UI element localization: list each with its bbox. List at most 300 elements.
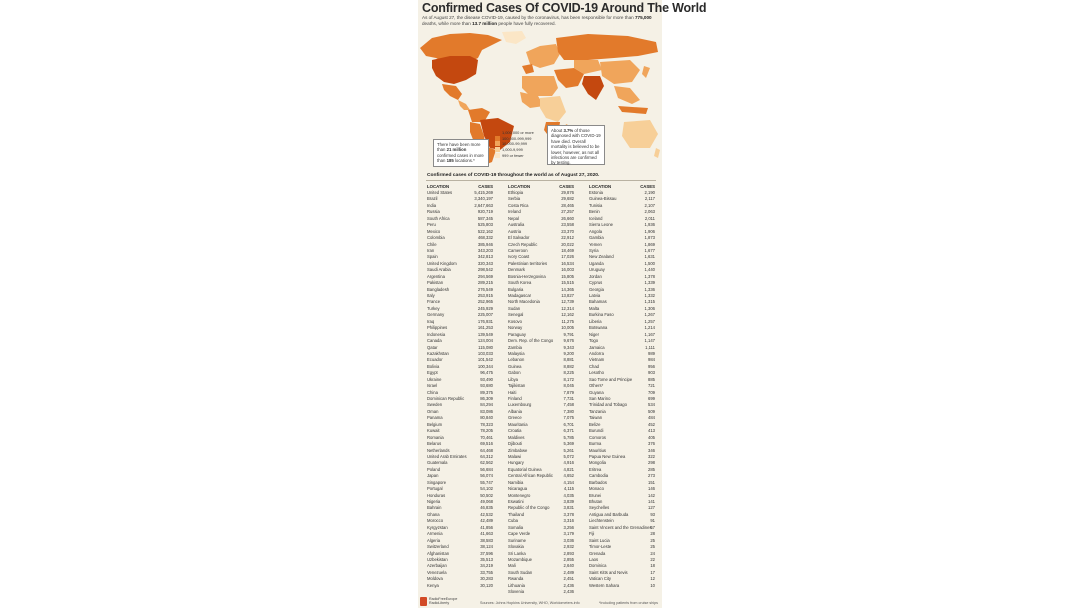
cases-cell: 1,873 (644, 235, 655, 241)
location-cell: Antigua and Barbuda (589, 511, 629, 517)
location-cell: Peru (427, 222, 436, 228)
location-cell: Malaysia (508, 350, 525, 356)
cases-cell: 101,542 (477, 357, 493, 363)
location-cell: Guinea-Bissau (589, 196, 617, 202)
location-cell: Sweden (427, 402, 443, 408)
cases-cell: 294,569 (477, 273, 493, 279)
location-cell: Venezuela (427, 569, 447, 575)
location-cell: Liberia (589, 318, 602, 324)
cases-cell: 103,033 (477, 350, 493, 356)
cases-cell: 385,946 (477, 241, 493, 247)
location-cell: Eswatini (508, 499, 524, 504)
cases-cell: 343,203 (477, 247, 493, 253)
cases-cell: 7,380 (563, 408, 574, 414)
cases-cell: 69,516 (480, 441, 493, 447)
cases-cell: 346 (648, 447, 655, 453)
cases-cell: 525,803 (477, 222, 493, 228)
cases-cell: 2,855 (563, 556, 574, 562)
cases-cell: 27,257 (561, 209, 574, 215)
cases-cell: 8,882 (563, 363, 574, 369)
location-cell: Belgium (427, 421, 443, 427)
cases-cell: 25 (650, 537, 655, 543)
location-cell: Fiji (589, 531, 595, 537)
location-cell: Finland (508, 396, 522, 401)
cases-cell: 4,652 (563, 473, 574, 479)
location-cell: Israel (427, 383, 438, 389)
location-cell: Egypt (427, 370, 438, 376)
cases-cell: 33,755 (480, 569, 493, 575)
cases-cell: 452 (648, 421, 655, 427)
cases-cell: 29,682 (561, 196, 574, 202)
location-cell: Costa Rica (508, 202, 529, 208)
cases-cell: 7,731 (563, 396, 574, 401)
location-cell: Benin (589, 209, 600, 215)
location-cell: Denmark (508, 267, 525, 273)
cases-cell: 41,663 (480, 531, 493, 537)
cases-cell: 80,840 (480, 415, 493, 421)
cases-cell: 3,839 (563, 499, 574, 504)
location-cell: Laos (589, 556, 599, 562)
cases-cell: 2,436 (563, 582, 574, 588)
location-cell: Singapore (427, 479, 447, 485)
cases-cell: 1,267 (644, 312, 655, 318)
location-cell: Argentina (427, 273, 445, 279)
location-cell: Iran (427, 247, 435, 253)
cases-cell: 161,253 (477, 325, 493, 331)
legend-label: 999 or fewer (502, 152, 524, 158)
location-cell: China (427, 389, 438, 395)
location-cell: Others* (589, 383, 604, 389)
cases-cell: 709 (648, 389, 655, 395)
cases-cell: 26,660 (561, 215, 574, 221)
location-cell: Greece (508, 415, 522, 421)
cases-cell: 78,323 (480, 421, 493, 427)
location-cell: Lithuania (508, 582, 525, 588)
cases-cell: 12,162 (561, 312, 574, 318)
location-cell: Saint Kitts and Nevis (589, 569, 628, 575)
cases-cell: 57 (650, 524, 655, 530)
cases-cell: 1,440 (644, 267, 655, 273)
table-divider (426, 180, 656, 181)
cases-cell: 142 (648, 492, 655, 498)
cases-cell: 151 (648, 479, 655, 485)
legend-swatch (495, 136, 500, 141)
location-cell: Malta (589, 305, 600, 311)
cases-cell: 3,036 (563, 537, 574, 543)
cases-cell: 28 (650, 531, 655, 537)
cases-cell: 12 (650, 576, 655, 582)
cases-cell: 78,205 (480, 428, 493, 434)
location-cell: Ghana (427, 511, 440, 517)
cases-cell: 56,074 (480, 473, 493, 479)
cases-header: CASES (640, 184, 655, 189)
location-cell: Brunei (589, 492, 602, 498)
cases-note-part-3: locations.* (453, 158, 475, 164)
cases-cell: 322 (648, 453, 655, 459)
table-row (427, 583, 493, 589)
mortality-note-part-1: About (551, 128, 564, 133)
location-cell: Djibouti (508, 441, 522, 447)
cases-cell: 17,026 (561, 254, 574, 260)
cases-cell: 8,172 (563, 376, 574, 382)
cases-cell: 55,747 (480, 479, 493, 485)
location-cell: Eritrea (589, 466, 602, 472)
cases-cell: 83,086 (480, 408, 493, 414)
location-cell: Palestinian territories (508, 260, 548, 266)
cases-cell: 23,558 (561, 222, 574, 228)
location-cell: Georgia (589, 286, 604, 292)
location-cell: Philippines (427, 325, 448, 331)
cases-cell: 38,124 (480, 544, 493, 550)
cases-cell: 86,309 (480, 396, 493, 401)
cases-cell: 2,436 (563, 589, 574, 595)
cases-cell: 30,283 (480, 576, 493, 582)
cases-cell: 1,214 (644, 325, 655, 331)
logo-text (429, 597, 457, 606)
location-cell: Cape Verde (508, 531, 531, 537)
deaths-figure: 775,000 (634, 15, 652, 20)
cases-cell: 699 (648, 396, 655, 401)
cases-cell: 38,583 (480, 537, 493, 543)
location-cell: Namibia (508, 479, 524, 485)
logo-mark-icon (420, 597, 427, 606)
mortality-note (547, 125, 605, 165)
location-cell: Sao Tome and Principe (589, 376, 633, 382)
table-column (589, 184, 655, 589)
cases-cell: 62,562 (480, 460, 493, 466)
location-cell: Thailand (508, 511, 525, 517)
cases-cell: 34,219 (480, 563, 493, 569)
cases-cell: 42,532 (480, 511, 493, 517)
cases-cell: 1,869 (644, 241, 655, 247)
location-cell: Montenegro (508, 492, 531, 498)
cases-cell: 1,378 (644, 273, 655, 279)
location-cell: Switzerland (427, 544, 449, 550)
cases-cell: 225,007 (477, 312, 493, 318)
map-legend (495, 130, 541, 158)
location-cell: Jamaica (589, 344, 605, 350)
cases-cell: 3,831 (563, 505, 574, 511)
legend-label: 10,000-99,999 (502, 141, 528, 147)
cases-cell: 70,461 (480, 434, 493, 440)
location-cell: Luxembourg (508, 402, 532, 408)
cases-cell: 124,004 (477, 338, 493, 344)
intro-part-2: deaths, while more than (422, 20, 473, 26)
location-cell: Norway (508, 325, 523, 331)
cases-cell: 273 (648, 473, 655, 479)
cases-note-total: 21 million (446, 147, 467, 153)
cases-cell: 2,011 (644, 215, 655, 221)
location-cell: Poland (427, 466, 441, 472)
cases-cell: 146 (648, 486, 655, 492)
cases-cell: 46,835 (480, 505, 493, 511)
location-cell: Portugal (427, 486, 443, 492)
location-cell: Mauritania (508, 421, 528, 427)
cases-cell: 14,365 (561, 286, 574, 292)
cases-cell: 176,931 (477, 318, 493, 324)
cases-cell: 42,489 (480, 518, 493, 524)
cases-cell: 298,542 (477, 267, 493, 273)
cases-cell: 3,340,197 (474, 196, 493, 202)
location-cell: Jordan (589, 273, 602, 279)
cases-cell: 245,929 (477, 305, 493, 311)
cases-cell: 9,791 (563, 331, 574, 337)
location-cell: Barbados (589, 479, 607, 485)
cases-cell: 522,162 (477, 228, 493, 234)
legend-swatch (495, 153, 500, 158)
cases-cell: 89,375 (480, 389, 493, 395)
cases-cell: 376 (648, 441, 655, 447)
cases-cell: 509 (648, 408, 655, 414)
location-cell: Maldives (508, 434, 525, 440)
location-cell: Mali (508, 563, 516, 569)
legend-swatch (495, 141, 500, 146)
cases-cell: 37,596 (480, 550, 493, 556)
location-cell: Rwanda (508, 576, 524, 582)
cases-cell: 2,893 (563, 550, 574, 556)
cases-cell: 1,336 (644, 286, 655, 292)
cases-cell: 127 (648, 505, 655, 511)
cases-cell: 956 (648, 363, 655, 369)
cases-cell: 4,154 (563, 479, 574, 485)
location-cell: Guyana (589, 389, 604, 395)
location-cell: Uzbekistan (427, 556, 448, 562)
location-cell: Chad (589, 363, 600, 369)
location-cell: Moldova (427, 576, 443, 582)
cases-cell: 587,345 (477, 215, 493, 221)
location-cell: Paraguay (508, 331, 526, 337)
location-cell: Romania (427, 434, 444, 440)
cases-cell: 100,344 (477, 363, 493, 369)
cases-header: CASES (478, 184, 493, 189)
intro-text (422, 15, 658, 27)
location-cell: Cuba (508, 518, 519, 524)
cases-cell: 3,179 (563, 531, 574, 537)
infographic-poster (418, 0, 707, 608)
location-cell: Madagascar (508, 293, 532, 298)
cases-cell: 15,515 (561, 280, 574, 286)
table-title: Confirmed cases of COVID-19 throughout the world as of August 27, 2020. (427, 173, 600, 178)
location-cell: South Korea (508, 280, 532, 286)
cases-cell: 885 (648, 376, 655, 382)
location-cell: Croatia (508, 428, 522, 434)
cases-cell: 7,879 (563, 389, 574, 395)
recovered-figure: 13.7 million (472, 20, 498, 26)
cases-cell: 64,468 (480, 447, 493, 453)
cases-cell: 4,821 (563, 466, 574, 472)
location-cell: Liechtenstein (589, 518, 614, 524)
location-cell: Pakistan (427, 280, 444, 286)
cases-cell: 2,932 (563, 544, 574, 550)
location-cell: Nicaragua (508, 486, 528, 492)
cases-cell: 18 (650, 563, 655, 569)
location-cell: Tajikistan (508, 383, 526, 389)
location-cell: Algeria (427, 537, 441, 543)
location-cell: Slovenia (508, 589, 525, 595)
location-cell: Togo (589, 338, 599, 344)
location-cell: New Zealand (589, 254, 614, 260)
cases-cell: 1,936 (644, 222, 655, 228)
cases-cell: 2,489 (563, 569, 574, 575)
legend-label: 100,000-999,999 (502, 135, 532, 141)
cases-cell: 1,339 (644, 280, 655, 286)
legend-label: 1,000,000 or more (502, 130, 534, 136)
location-header: LOCATION (589, 184, 612, 189)
location-cell: Central African Republic (508, 473, 553, 479)
cases-cell: 3,256 (563, 524, 574, 530)
location-cell: Sri Lanka (508, 550, 526, 556)
location-cell: Latvia (589, 293, 601, 298)
location-cell: Iceland (589, 215, 603, 221)
cases-cell: 22 (650, 556, 655, 562)
location-cell: Oman (427, 408, 439, 414)
cases-cell: 24 (650, 550, 655, 556)
location-cell: Guinea (508, 363, 522, 369)
location-cell: Kosovo (508, 318, 522, 324)
location-cell: Saint Vincent and the Grenadines (589, 524, 652, 530)
cases-cell: 2,640 (563, 563, 574, 569)
cases-cell: 6,701 (563, 421, 574, 427)
table-row (589, 583, 655, 589)
cases-cell: 5,369 (563, 441, 574, 447)
cases-cell: 1,147 (644, 338, 655, 344)
location-cell: Western Sahara (589, 582, 620, 588)
cases-cell: 253,915 (477, 293, 493, 298)
cases-cell: 7,458 (563, 402, 574, 408)
location-cell: Burkina Faso (589, 312, 614, 318)
cases-cell: 4,115 (563, 486, 574, 492)
mortality-note-part-2: of those diagnosed with COVID-19 have died. Overall mortality is believed to be lower, however, as not all infections are confirmed by testing. (551, 128, 601, 166)
legend-swatch (495, 130, 500, 135)
location-cell: Vietnam (589, 357, 605, 363)
cases-cell: 484 (648, 415, 655, 421)
location-cell: Mongolia (589, 460, 606, 466)
location-cell: Slovakia (508, 544, 524, 550)
legend-swatch (495, 147, 500, 152)
cases-cell: 2,117 (644, 196, 655, 202)
cases-cell: 989 (648, 350, 655, 356)
location-cell: Malawi (508, 453, 522, 459)
cases-cell: 276,549 (477, 286, 493, 292)
cases-cell: 8,225 (563, 370, 574, 376)
location-cell: Yemen (589, 241, 602, 247)
cases-cell: 9,343 (563, 344, 574, 350)
location-cell: Guatemala (427, 460, 448, 466)
cases-cell: 1,167 (644, 331, 655, 337)
cases-cell: 405 (648, 434, 655, 440)
location-cell: Cyprus (589, 280, 603, 286)
cases-cell: 12,314 (561, 305, 574, 311)
location-cell: Vatican City (589, 576, 612, 582)
cases-cell: 298 (648, 460, 655, 466)
location-cell: Seychelles (589, 505, 610, 511)
cases-cell: 16,003 (561, 267, 574, 273)
location-cell: Cambodia (589, 473, 609, 479)
location-cell: Chile (427, 241, 437, 247)
location-cell: Burma (589, 441, 602, 447)
cases-cell: 84,294 (480, 402, 493, 408)
logo-line-1: RadioFreeEurope (429, 597, 458, 601)
cases-cell: 1,906 (644, 228, 655, 234)
location-cell: Canada (427, 338, 442, 344)
location-cell: Angola (589, 228, 603, 234)
location-cell: Ecuador (427, 357, 443, 363)
location-cell: Belarus (427, 441, 442, 447)
location-cell: Taiwan (589, 415, 603, 421)
cases-cell: 16,534 (561, 260, 574, 266)
cases-cell: 30,120 (480, 582, 493, 588)
location-cell: Spain (427, 254, 438, 260)
location-cell: Kenya (427, 582, 439, 588)
location-cell: North Macedonia (508, 299, 540, 305)
location-cell: Monaco (589, 486, 604, 492)
location-cell: Ethiopia (508, 190, 524, 195)
cases-cell: 93 (650, 511, 655, 517)
location-cell: Lesotho (589, 370, 604, 376)
location-cell: Timor-Leste (589, 544, 612, 550)
cases-cell: 22,912 (561, 235, 574, 241)
location-cell: Burundi (589, 428, 604, 434)
cases-cell: 10,005 (561, 325, 574, 331)
cases-cell: 3,316 (563, 518, 574, 524)
cases-cell: 93,490 (480, 376, 493, 382)
location-cell: Albania (508, 408, 522, 414)
location-cell: Trinidad and Tobago (589, 402, 627, 408)
location-cell: Panama (427, 415, 443, 421)
footnote: *Including patients from cruise ships (598, 601, 658, 605)
cases-cell: 413 (648, 428, 655, 434)
total-cases-note (433, 139, 489, 167)
cases-cell: 115,080 (478, 344, 493, 350)
location-cell: Turkey (427, 305, 440, 311)
cases-cell: 252,965 (477, 299, 493, 305)
location-cell: Iraq (427, 318, 435, 324)
location-cell: Sudan (508, 305, 521, 311)
location-cell: Uganda (589, 260, 604, 266)
cases-cell: 49,068 (480, 499, 493, 504)
location-cell: Dominica (589, 563, 607, 569)
cases-cell: 5,261 (563, 447, 574, 453)
cases-cell: 1,677 (644, 247, 655, 253)
cases-cell: 8,881 (563, 357, 574, 363)
location-cell: Zimbabwe (508, 447, 528, 453)
cases-cell: 8,045 (563, 383, 574, 389)
cases-cell: 41,856 (480, 524, 493, 530)
table-row (508, 589, 574, 595)
logo-line-2: RadioLiberty (429, 601, 450, 606)
location-cell: Gabon (508, 370, 521, 376)
location-cell: Zambia (508, 344, 522, 350)
location-cell: Bahrain (427, 505, 442, 511)
cases-cell: 28,465 (561, 202, 574, 208)
cases-note-part-1: There have been more than (437, 142, 481, 153)
legend-item (495, 152, 541, 158)
location-cell: Saudi Arabia (427, 267, 451, 273)
location-cell: Czech Republic (508, 241, 538, 247)
location-cell: Kazakhstan (427, 350, 449, 356)
location-cell: Serbia (508, 196, 521, 202)
cases-cell: 96,475 (480, 370, 493, 376)
location-cell: India (427, 202, 437, 208)
location-cell: Grenada (589, 550, 606, 556)
location-cell: Uruguay (589, 267, 605, 273)
location-cell: Libya (508, 376, 519, 382)
location-cell: Afghanistan (427, 550, 450, 556)
location-cell: Colombia (427, 235, 445, 241)
cases-cell: 64,312 (480, 453, 493, 459)
intro-part-3: people have fully recovered. (497, 20, 556, 26)
location-cell: Bhutan (589, 499, 603, 504)
